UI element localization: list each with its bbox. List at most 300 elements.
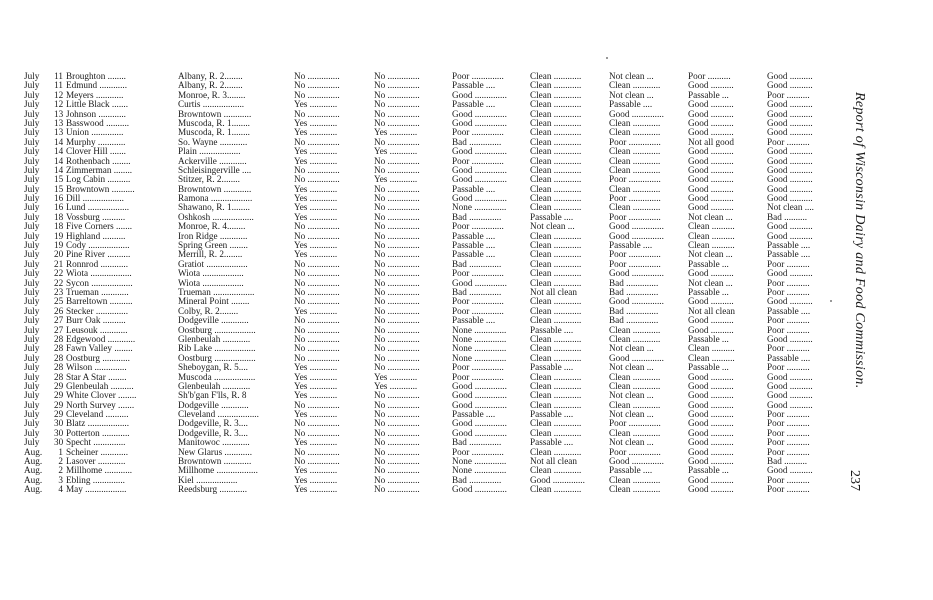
answer-1: No ..............	[294, 90, 340, 100]
answer-2: No ..............	[374, 391, 420, 401]
factory-name: Trueman ............	[66, 287, 129, 297]
answer-3: Good ..............	[452, 428, 507, 438]
date-month: July	[24, 90, 40, 100]
table-row	[24, 457, 839, 466]
date-month: July	[24, 259, 40, 269]
answer-5: Good ..............	[609, 457, 664, 467]
date-month: July	[24, 353, 40, 363]
answer-2: No ..............	[374, 419, 420, 429]
factory-name: Potterton ............	[66, 428, 130, 438]
factory-name: Vossburg ..........	[66, 212, 126, 222]
date-day: 28	[54, 344, 63, 354]
answer-5: Poor ..............	[609, 447, 661, 457]
date-day: 11	[54, 72, 63, 81]
answer-4: Clean ............	[530, 109, 582, 119]
answer-3: Poor ..............	[452, 156, 504, 166]
answer-3: Bad ..............	[452, 137, 502, 147]
factory-name: Broughton ........	[66, 72, 126, 81]
answer-6: Good ..........	[688, 485, 734, 495]
answer-6: Passable ...	[688, 287, 729, 297]
answer-6: Not all clean	[688, 306, 735, 316]
answer-6: Good ..........	[688, 381, 734, 391]
answer-3: Good ..............	[452, 400, 507, 410]
location: Schleisingerville ....	[178, 165, 252, 175]
answer-7: Good ..........	[767, 165, 813, 175]
answer-1: No ..............	[294, 353, 340, 363]
table-row	[24, 100, 839, 109]
date-day: 29	[54, 381, 63, 391]
answer-4: Clean ............	[530, 90, 582, 100]
date-day: 13	[54, 118, 63, 128]
answer-7: Poor ..........	[767, 316, 810, 326]
answer-1: Yes ............	[294, 147, 338, 157]
answer-2: No ..............	[374, 334, 420, 344]
factory-name: Barreltown ..........	[66, 297, 133, 307]
answer-4: Clean ............	[530, 297, 582, 307]
answer-6: Good ..........	[688, 203, 734, 213]
answer-7: Poor ..........	[767, 325, 810, 335]
answer-4: Clean ............	[530, 72, 582, 81]
answer-5: Good ..............	[609, 222, 664, 232]
answer-4: Passable ....	[530, 438, 574, 448]
table-row	[24, 410, 839, 419]
answer-4: Clean ............	[530, 447, 582, 457]
answer-1: Yes ............	[294, 363, 338, 373]
date-day: 14	[54, 165, 63, 175]
location: Albany, R. 2........	[178, 81, 243, 91]
factory-name: Burr Oak ..........	[66, 316, 126, 326]
location: Curtis ..................	[178, 100, 245, 110]
answer-3: Passable ....	[452, 241, 496, 251]
answer-7: Poor ..........	[767, 344, 810, 354]
location: Ackerville ............	[178, 156, 247, 166]
answer-1: Yes ............	[294, 250, 338, 260]
running-head-title: Report of Wisconsin Dairy and Food Commission.	[852, 92, 867, 389]
date-day: 15	[54, 184, 63, 194]
answer-3: Poor ..............	[452, 222, 504, 232]
answer-2: No ..............	[374, 203, 420, 213]
answer-2: No ..............	[374, 137, 420, 147]
date-month: July	[24, 438, 40, 448]
factory-name: Star A Star ........	[66, 372, 127, 382]
answer-4: Clean ............	[530, 466, 582, 476]
table-row	[24, 232, 839, 241]
answer-3: Good ..............	[452, 118, 507, 128]
location: Wiota ..................	[178, 278, 244, 288]
location: Muscoda, R. 1........	[178, 118, 250, 128]
date-day: 19	[54, 231, 63, 241]
answer-5: Passable ....	[609, 466, 653, 476]
answer-6: Not clean ...	[688, 250, 733, 260]
factory-name: Dill ..................	[66, 194, 124, 204]
location: Manitowoc ............	[178, 438, 250, 448]
answer-3: None ..............	[452, 457, 507, 467]
answer-6: Good ..........	[688, 372, 734, 382]
factory-name: Fawn Valley ........	[66, 344, 133, 354]
factory-name: Wiota ..................	[66, 269, 132, 279]
date-day: 23	[54, 287, 63, 297]
answer-5: Clean ............	[609, 147, 661, 157]
factory-name: Wilson ..............	[66, 363, 127, 373]
date-month: July	[24, 109, 40, 119]
answer-7: Good ..........	[767, 466, 813, 476]
date-month: July	[24, 81, 40, 91]
answer-2: No ..............	[374, 269, 420, 279]
answer-6: Good ..........	[688, 184, 734, 194]
location: Sh'b'gan F'lls, R. 8	[178, 391, 247, 401]
answer-2: No ..............	[374, 278, 420, 288]
answer-5: Clean ............	[609, 475, 661, 485]
factory-name: May ..................	[66, 485, 127, 495]
answer-5: Not clean ...	[609, 90, 654, 100]
answer-7: Poor ..........	[767, 278, 810, 288]
answer-7: Good ..........	[767, 297, 813, 307]
answer-5: Poor ..............	[609, 419, 661, 429]
answer-6: Poor ..........	[688, 72, 731, 81]
answer-6: Clean ..........	[688, 222, 735, 232]
location: Oostburg ..................	[178, 353, 256, 363]
answer-6: Good ..........	[688, 81, 734, 91]
table-row	[24, 110, 839, 119]
answer-2: No ..............	[374, 156, 420, 166]
date-month: July	[24, 269, 40, 279]
date-day: 22	[54, 278, 63, 288]
answer-1: No ..............	[294, 419, 340, 429]
answer-7: Good ..........	[767, 156, 813, 166]
factory-name: Cleveland ..........	[66, 410, 129, 420]
table-row	[24, 175, 839, 184]
date-day: 13	[54, 128, 63, 138]
date-month: July	[24, 241, 40, 251]
answer-3: None ..............	[452, 353, 507, 363]
date-month: July	[24, 165, 40, 175]
answer-2: No ..............	[374, 297, 420, 307]
answer-7: Good ..........	[767, 118, 813, 128]
answer-7: Good ..........	[767, 222, 813, 232]
answer-7: Good ..........	[767, 81, 813, 91]
answer-6: Good ..........	[688, 147, 734, 157]
location: New Glarus ............	[178, 447, 252, 457]
answer-1: Yes ............	[294, 381, 338, 391]
table-row	[24, 288, 839, 297]
answer-6: Good ..........	[688, 428, 734, 438]
date-day: 28	[54, 353, 63, 363]
answer-5: Clean ............	[609, 485, 661, 495]
answer-6: Good ..........	[688, 447, 734, 457]
location: Albany, R. 2........	[178, 72, 243, 81]
answer-6: Good ..........	[688, 316, 734, 326]
date-day: 20	[54, 250, 63, 260]
answer-5: Good ..............	[609, 353, 664, 363]
answer-7: Not clean ....	[767, 203, 814, 213]
factory-name: Cody ..................	[66, 241, 130, 251]
answer-3: Bad ..............	[452, 438, 502, 448]
answer-5: Clean ............	[609, 156, 661, 166]
answer-4: Not clean ...	[530, 222, 575, 232]
date-day: 12	[54, 100, 63, 110]
answer-5: Poor ..............	[609, 175, 661, 185]
factory-name: Blatz ..................	[66, 419, 130, 429]
answer-5: Not clean ...	[609, 344, 654, 354]
location: Sheboygan, R. 5....	[178, 363, 248, 373]
answer-3: Bad ..............	[452, 475, 502, 485]
answer-4: Good ..............	[530, 475, 585, 485]
print-speck	[606, 57, 608, 59]
location: Browntown ............	[178, 184, 252, 194]
location: Browntown ............	[178, 109, 252, 119]
answer-5: Poor ..............	[609, 137, 661, 147]
answer-2: No ..............	[374, 165, 420, 175]
answer-6: Good ..........	[688, 100, 734, 110]
table-row	[24, 203, 839, 212]
answer-2: No ..............	[374, 353, 420, 363]
answer-7: Bad ..........	[767, 457, 808, 467]
answer-4: Clean ............	[530, 165, 582, 175]
date-month: July	[24, 194, 40, 204]
answer-3: Poor ..............	[452, 72, 504, 81]
answer-3: Good ..............	[452, 485, 507, 495]
date-day: 25	[54, 297, 63, 307]
location: Oostburg ..................	[178, 325, 256, 335]
answer-7: Good ..........	[767, 147, 813, 157]
answer-3: Passable ....	[452, 100, 496, 110]
answer-1: No ..............	[294, 81, 340, 91]
answer-2: No ..............	[374, 457, 420, 467]
answer-6: Good ..........	[688, 419, 734, 429]
table-row	[24, 382, 839, 391]
location: So. Wayne ............	[178, 137, 248, 147]
location: Millhome ..................	[178, 466, 258, 476]
answer-3: Poor ..............	[452, 297, 504, 307]
answer-6: Good ..........	[688, 175, 734, 185]
answer-3: Bad ..............	[452, 287, 502, 297]
table-row	[24, 326, 839, 335]
date-month: July	[24, 287, 40, 297]
answer-7: Poor ..........	[767, 90, 810, 100]
factory-name: Five Corners .......	[66, 222, 133, 232]
answer-5: Clean ............	[609, 81, 661, 91]
answer-1: No ..............	[294, 428, 340, 438]
factory-name: Log Cabin ..........	[66, 175, 131, 185]
answer-5: Not clean ...	[609, 72, 654, 81]
table-row	[24, 128, 839, 137]
date-month: July	[24, 72, 40, 81]
answer-7: Passable ....	[767, 353, 811, 363]
date-day: 28	[54, 334, 63, 344]
date-day: 14	[54, 147, 63, 157]
answer-6: Clean ..........	[688, 241, 735, 251]
answer-2: No ..............	[374, 259, 420, 269]
answer-2: Yes ............	[374, 147, 418, 157]
table-row	[24, 194, 839, 203]
location: Gratiot ..................	[178, 259, 248, 269]
table-row	[24, 344, 839, 353]
date-month: July	[24, 278, 40, 288]
answer-1: No ..............	[294, 231, 340, 241]
answer-6: Good ..........	[688, 194, 734, 204]
answer-5: Good ..............	[609, 269, 664, 279]
date-day: 18	[54, 222, 63, 232]
date-month: July	[24, 184, 40, 194]
table-row	[24, 157, 839, 166]
answer-4: Clean ............	[530, 175, 582, 185]
date-month: Aug.	[24, 466, 43, 476]
factory-name: Rothenbach ........	[66, 156, 131, 166]
answer-6: Good ..........	[688, 325, 734, 335]
answer-6: Good ..........	[688, 165, 734, 175]
factory-name: Glenbeulah ..........	[66, 381, 134, 391]
table-row	[24, 466, 839, 475]
date-month: July	[24, 306, 40, 316]
date-day: 11	[54, 81, 63, 91]
answer-4: Clean ............	[530, 278, 582, 288]
location: Spring Green ........	[178, 241, 248, 251]
answer-2: No ..............	[374, 222, 420, 232]
date-day: 1	[58, 447, 63, 457]
answer-7: Passable ....	[767, 306, 811, 316]
answer-4: Clean ............	[530, 334, 582, 344]
answer-7: Passable ....	[767, 250, 811, 260]
answer-2: No ..............	[374, 438, 420, 448]
date-day: 4	[58, 485, 63, 495]
table-row	[24, 335, 839, 344]
factory-name: Edgewood ............	[66, 334, 136, 344]
answer-2: Yes ............	[374, 372, 418, 382]
answer-1: No ..............	[294, 447, 340, 457]
date-month: July	[24, 128, 40, 138]
location: Monroe, R. 3........	[178, 90, 246, 100]
location: Ramona ..................	[178, 194, 253, 204]
answer-5: Bad ..............	[609, 287, 659, 297]
answer-7: Poor ..........	[767, 438, 810, 448]
table-row	[24, 147, 839, 156]
table-row	[24, 119, 839, 128]
table-row	[24, 138, 839, 147]
date-month: July	[24, 118, 40, 128]
answer-5: Poor ..............	[609, 250, 661, 260]
date-month: July	[24, 212, 40, 222]
answer-1: Yes ............	[294, 241, 338, 251]
table-row	[24, 213, 839, 222]
date-month: July	[24, 316, 40, 326]
answer-3: Good ..............	[452, 165, 507, 175]
answer-6: Not clean ...	[688, 212, 733, 222]
answer-1: Yes ............	[294, 475, 338, 485]
answer-5: Not clean ...	[609, 363, 654, 373]
answer-4: Clean ............	[530, 147, 582, 157]
answer-5: Good ..............	[609, 231, 664, 241]
date-day: 14	[54, 137, 63, 147]
answer-3: Bad ..............	[452, 259, 502, 269]
answer-4: Clean ............	[530, 316, 582, 326]
answer-5: Clean ............	[609, 334, 661, 344]
answer-2: No ..............	[374, 81, 420, 91]
answer-3: Passable ....	[452, 184, 496, 194]
date-month: July	[24, 344, 40, 354]
answer-1: No ..............	[294, 316, 340, 326]
answer-6: Good ..........	[688, 269, 734, 279]
date-day: 22	[54, 269, 63, 279]
answer-4: Clean ............	[530, 250, 582, 260]
answer-7: Good ..........	[767, 175, 813, 185]
answer-4: Passable ....	[530, 212, 574, 222]
table-row	[24, 401, 839, 410]
answer-5: Not clean ...	[609, 410, 654, 420]
date-month: July	[24, 325, 40, 335]
answer-7: Bad ..........	[767, 212, 808, 222]
answer-7: Good ..........	[767, 231, 813, 241]
answer-2: No ..............	[374, 410, 420, 420]
location: Shawano, R. 1........	[178, 203, 250, 213]
answer-2: No ..............	[374, 72, 420, 81]
table-row	[24, 297, 839, 306]
answer-1: No ..............	[294, 72, 340, 81]
factory-name: Clover Hill .......	[66, 147, 126, 157]
answer-2: No ..............	[374, 212, 420, 222]
table-row	[24, 448, 839, 457]
answer-3: Good ..............	[452, 391, 507, 401]
print-speck	[830, 300, 832, 302]
answer-2: No ..............	[374, 100, 420, 110]
table-row	[24, 166, 839, 175]
answer-2: No ..............	[374, 90, 420, 100]
answer-5: Clean ............	[609, 184, 661, 194]
answer-7: Good ..........	[767, 391, 813, 401]
table-row	[24, 485, 839, 494]
factory-name: Edmund ............	[66, 81, 127, 91]
date-day: 29	[54, 400, 63, 410]
answer-6: Good ..........	[688, 475, 734, 485]
date-day: 14	[54, 156, 63, 166]
answer-1: Yes ............	[294, 212, 338, 222]
answer-7: Poor ..........	[767, 447, 810, 457]
table-row	[24, 260, 839, 269]
answer-2: Yes ............	[374, 381, 418, 391]
answer-6: Clean ..........	[688, 353, 735, 363]
answer-7: Poor ..........	[767, 475, 810, 485]
table-row	[24, 316, 839, 325]
answer-3: Poor ..............	[452, 372, 504, 382]
location: Cleveland ..................	[178, 410, 259, 420]
table-row	[24, 363, 839, 372]
answer-6: Good ..........	[688, 128, 734, 138]
table-row	[24, 419, 839, 428]
answer-6: Good ..........	[688, 410, 734, 420]
answer-5: Bad ..............	[609, 278, 659, 288]
answer-7: Good ..........	[767, 381, 813, 391]
answer-1: Yes ............	[294, 485, 338, 495]
answer-5: Not clean ...	[609, 391, 654, 401]
factory-name: Highland ..........	[66, 231, 126, 241]
answer-7: Good ..........	[767, 334, 813, 344]
inspection-table	[24, 72, 839, 495]
answer-4: Passable ....	[530, 410, 574, 420]
factory-name: Meyers ............	[66, 90, 124, 100]
answer-1: Yes ............	[294, 100, 338, 110]
answer-1: Yes ............	[294, 194, 338, 204]
answer-7: Good ..........	[767, 184, 813, 194]
location: Reedsburg ............	[178, 485, 247, 495]
answer-7: Poor ..........	[767, 137, 810, 147]
answer-1: No ..............	[294, 457, 340, 467]
factory-name: Specht ..............	[66, 438, 126, 448]
date-month: July	[24, 297, 40, 307]
answer-1: Yes ............	[294, 128, 338, 138]
answer-6: Passable ...	[688, 259, 729, 269]
answer-5: Bad ..............	[609, 306, 659, 316]
answer-4: Clean ............	[530, 184, 582, 194]
answer-3: None ..............	[452, 325, 507, 335]
